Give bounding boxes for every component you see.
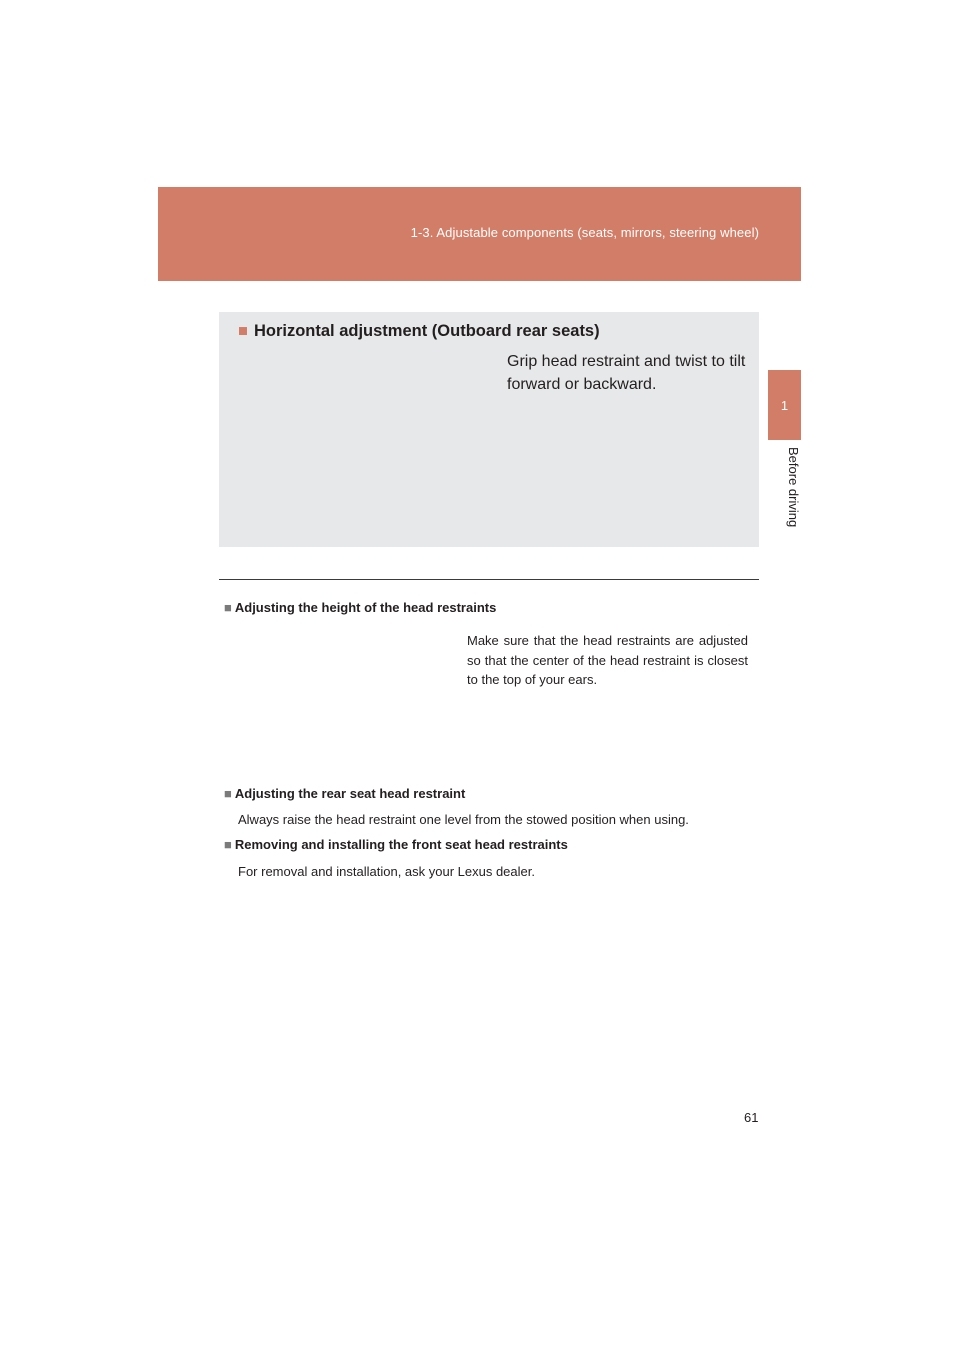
- note-heading-rear: [224, 786, 465, 801]
- section-divider: [219, 579, 759, 580]
- square-bullet-icon: ■: [224, 600, 232, 615]
- section-title: 1-3. Adjustable components (seats, mirrors, steering wheel): [410, 225, 759, 240]
- square-bullet-icon: ■: [224, 786, 232, 801]
- note-heading-height: [224, 600, 496, 615]
- square-bullet-icon: ■: [224, 837, 232, 852]
- chapter-number: 1: [780, 397, 789, 413]
- chapter-label: Before driving: [786, 447, 801, 528]
- section-header-band: [158, 187, 801, 281]
- note-body-height: Make sure that the head restraints are adjusted so that the center of the head restraint is closest to the top of your ears.: [467, 633, 748, 687]
- square-bullet-icon: ■: [238, 322, 248, 340]
- chapter-tab: [768, 370, 801, 440]
- panel-instruction: Grip head restraint and twist to tilt forward or backward.: [507, 353, 746, 393]
- horizontal-adjustment-panel: [219, 312, 759, 547]
- note-body-removing: For removal and installation, ask your Lexus dealer.: [238, 864, 535, 879]
- note-heading-removing-text: Removing and installing the front seat head restraints: [234, 837, 568, 852]
- panel-heading-text: Horizontal adjustment (Outboard rear seats): [253, 322, 600, 340]
- panel-heading: [238, 322, 600, 341]
- page-number: 61: [744, 1110, 759, 1125]
- note-heading-height-text: Adjusting the height of the head restraints: [234, 600, 497, 615]
- note-body-rear: Always raise the head restraint one level from the stowed position when using.: [238, 812, 689, 827]
- note-heading-removing: [224, 837, 568, 852]
- note-heading-rear-text: Adjusting the rear seat head restraint: [234, 786, 466, 801]
